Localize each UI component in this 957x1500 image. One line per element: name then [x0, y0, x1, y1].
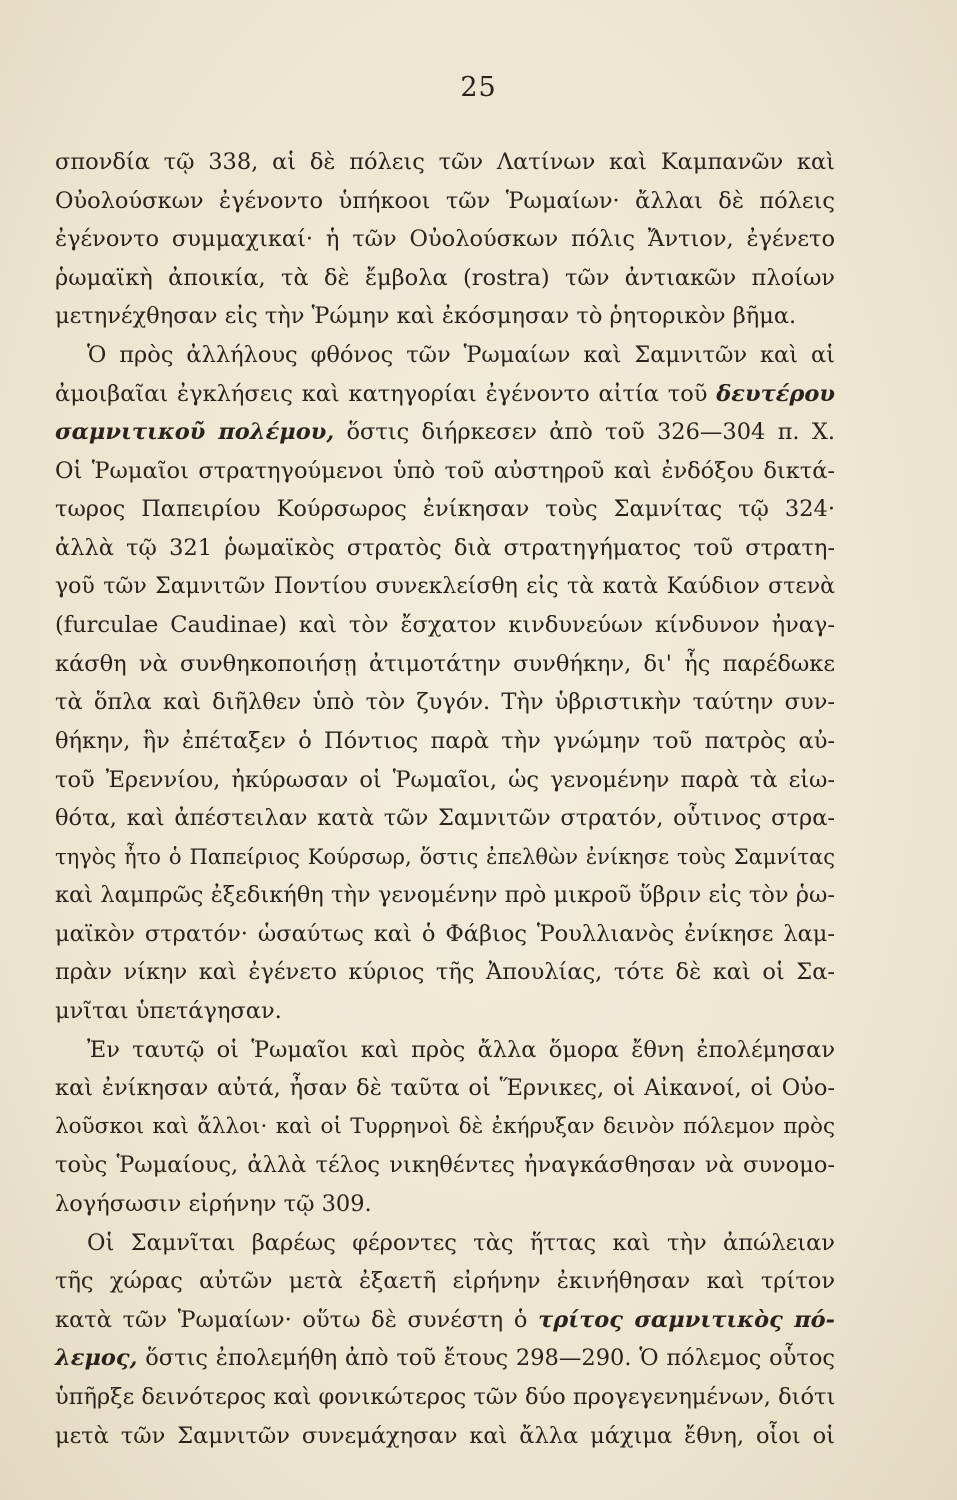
page-number: 25	[460, 72, 497, 103]
text-line	[55, 336, 835, 375]
text-line	[55, 259, 835, 298]
body-text	[55, 143, 835, 1455]
text-line	[55, 1224, 835, 1263]
bold-term: δευτέρου	[716, 380, 835, 407]
text-segment: ἐγένοντο συμμαχικαί· ἡ τῶν Οὐολούσκων πόλις Ἄντιον, ἐγένετο	[55, 226, 835, 253]
text-line	[55, 876, 835, 915]
text-line	[55, 761, 835, 800]
text-segment: ἀμοιβαῖαι ἐγκλήσεις καὶ κατηγορίαι ἐγένοντο αἰτία τοῦ	[55, 380, 717, 407]
text-line	[55, 529, 835, 568]
text-segment: γοῦ τῶν Σαμνιτῶν Ποντίου συνεκλείσθη εἰς τὰ κατὰ Καύδιον στενὰ	[55, 573, 835, 599]
text-segment: πρὰν νίκην καὶ ἐγένετο κύριος τῆς Ἀπουλίας, τότε δὲ καὶ οἱ Σα-	[55, 959, 835, 986]
text-segment: καὶ λαμπρῶς ἐξεδικήθη τὴν γενομένην πρὸ μικροῦ ὕβριν εἰς τὸν ῥω-	[55, 882, 835, 909]
text-segment: τῆς χώρας αὐτῶν μετὰ ἐξαετῆ εἰρήνην ἐκινήθησαν καὶ τρίτον	[55, 1268, 835, 1295]
text-line	[55, 1031, 835, 1070]
text-line	[55, 992, 835, 1031]
text-line	[55, 1069, 835, 1108]
text-line	[55, 413, 835, 452]
text-line	[55, 297, 835, 336]
text-segment: σπονδία τῷ 338, αἱ δὲ πόλεις τῶν Λατίνων καὶ Καμπανῶν καὶ	[55, 149, 835, 175]
text-line	[55, 799, 835, 838]
text-line	[55, 1185, 835, 1224]
text-segment: Οἱ Σαμνῖται βαρέως φέροντες τὰς ἥττας καὶ τὴν ἀπώλειαν	[87, 1229, 835, 1256]
text-segment: ῥωμαϊκὴ ἀποικία, τὰ δὲ ἔμβολα (rostra) τῶν ἀντιακῶν πλοίων	[55, 264, 835, 291]
text-line	[55, 606, 835, 645]
text-segment: κάσθη νὰ συνθηκοποιήσῃ ἀτιμοτάτην συνθήκην, δι' ἧς παρέδωκε	[55, 650, 835, 677]
text-line	[55, 1378, 835, 1417]
text-line	[55, 452, 835, 491]
text-line	[55, 1108, 835, 1147]
text-line	[55, 1417, 835, 1456]
text-line	[55, 722, 835, 761]
text-line	[55, 1339, 835, 1378]
text-segment: μετηνέχθησαν εἰς τὴν Ῥώμην καὶ ἐκόσμησαν τὸ ῥητορικὸν βῆμα.	[55, 303, 797, 330]
text-segment: θήκην, ἣν ἐπέταξεν ὁ Πόντιος παρὰ τὴν γνώμην τοῦ πατρὸς αὐ-	[55, 727, 835, 754]
bold-term: σαμνιτικοῦ πολέμου,	[55, 419, 335, 446]
text-line	[55, 645, 835, 684]
text-line	[55, 568, 835, 607]
text-segment: τηγὸς ἦτο ὁ Παπείριος Κούρσωρ, ὅστις ἐπελθὼν ἐνίκησε τοὺς Σαμνίτας	[55, 844, 835, 869]
text-segment: τὰ ὅπλα καὶ διῆλθεν ὑπὸ τὸν ζυγόν. Τὴν ὑβριστικὴν ταύτην συν-	[55, 689, 835, 716]
text-segment: ἀλλὰ τῷ 321 ῥωμαϊκὸς στρατὸς διὰ στρατηγήματος τοῦ στρατη-	[55, 534, 835, 561]
text-segment: ὅστις ἐπολεμήθη ἀπὸ τοῦ ἔτους 298—290. Ὁ πόλεμος οὗτος	[137, 1345, 835, 1372]
text-line	[55, 1301, 835, 1340]
text-segment: Οὐολούσκων ἐγένοντο ὑπήκοοι τῶν Ῥωμαίων· ἄλλαι δὲ πόλεις	[55, 187, 835, 214]
text-segment: Ἐν ταυτῷ οἱ Ῥωμαῖοι καὶ πρὸς ἄλλα ὅμορα ἔθνη ἐπολέμησαν	[87, 1036, 835, 1063]
text-segment: μετὰ τῶν Σαμνιτῶν συνεμάχησαν καὶ ἄλλα μάχιμα ἔθνη, οἷοι οἱ	[55, 1422, 835, 1449]
text-line	[55, 1146, 835, 1185]
text-segment: κατὰ τῶν Ῥωμαίων· οὕτω δὲ συνέστη ὁ	[55, 1306, 539, 1333]
text-segment: λογήσωσιν εἰρήνην τῷ 309.	[55, 1191, 372, 1218]
bold-term: λεμος,	[55, 1345, 138, 1372]
text-segment: μνῖται ὑπετάγησαν.	[55, 998, 282, 1025]
text-line	[55, 143, 835, 182]
text-line	[55, 375, 835, 414]
text-segment: καὶ ἐνίκησαν αὐτά, ἦσαν δὲ ταῦτα οἱ Ἕρνικες, οἱ Αἰκανοί, οἱ Οὐο-	[55, 1075, 835, 1102]
text-segment: θότα, καὶ ἀπέστειλαν κατὰ τῶν Σαμνιτῶν στρατόν, οὗτινος στρα-	[55, 805, 835, 832]
text-segment: λοῦσκοι καὶ ἄλλοι· καὶ οἱ Τυρρηνοὶ δὲ ἐκήρυξαν δεινὸν πόλεμον πρὸς	[55, 1113, 835, 1139]
text-line	[55, 838, 835, 877]
text-segment: ὅστις διήρκεσεν ἀπὸ τοῦ 326—304 π. Χ.	[334, 419, 835, 446]
text-segment: ὑπῆρξε δεινότερος καὶ φονικώτερος τῶν δύο προγεγενημένων, διότι	[55, 1384, 836, 1410]
bold-term: τρίτος σαμνιτικὸς πό-	[538, 1306, 836, 1333]
text-line	[55, 182, 835, 221]
text-segment: τωρος Παπειρίου Κούρσωρος ἐνίκησαν τοὺς Σαμνίτας τῷ 324·	[55, 496, 835, 523]
text-segment: τοῦ Ἐρεννίου, ἠκύρωσαν οἱ Ῥωμαῖοι, ὡς γενομένην παρὰ τὰ εἰω-	[55, 766, 835, 793]
text-segment: Ὁ πρὸς ἀλλήλους φθόνος τῶν Ῥωμαίων καὶ Σαμνιτῶν καὶ αἱ	[87, 341, 835, 368]
text-segment: τοὺς Ῥωμαίους, ἀλλὰ τέλος νικηθέντες ἠναγκάσθησαν νὰ συνομο-	[55, 1152, 835, 1179]
text-segment: μαϊκὸν στρατόν· ὡσαύτως καὶ ὁ Φάβιος Ῥουλλιανὸς ἐνίκησε λαμ-	[55, 920, 835, 947]
text-line	[55, 1262, 835, 1301]
text-line	[55, 220, 835, 259]
text-line	[55, 683, 835, 722]
text-segment: Οἱ Ῥωμαῖοι στρατηγούμενοι ὑπὸ τοῦ αὐστηροῦ καὶ ἐνδόξου δικτά-	[55, 457, 835, 484]
text-line	[55, 915, 835, 954]
text-segment: (furculae Caudinae) καὶ τὸν ἔσχατον κινδυνεύων κίνδυνον ἠναγ-	[55, 612, 835, 639]
text-line	[55, 490, 835, 529]
text-line	[55, 953, 835, 992]
